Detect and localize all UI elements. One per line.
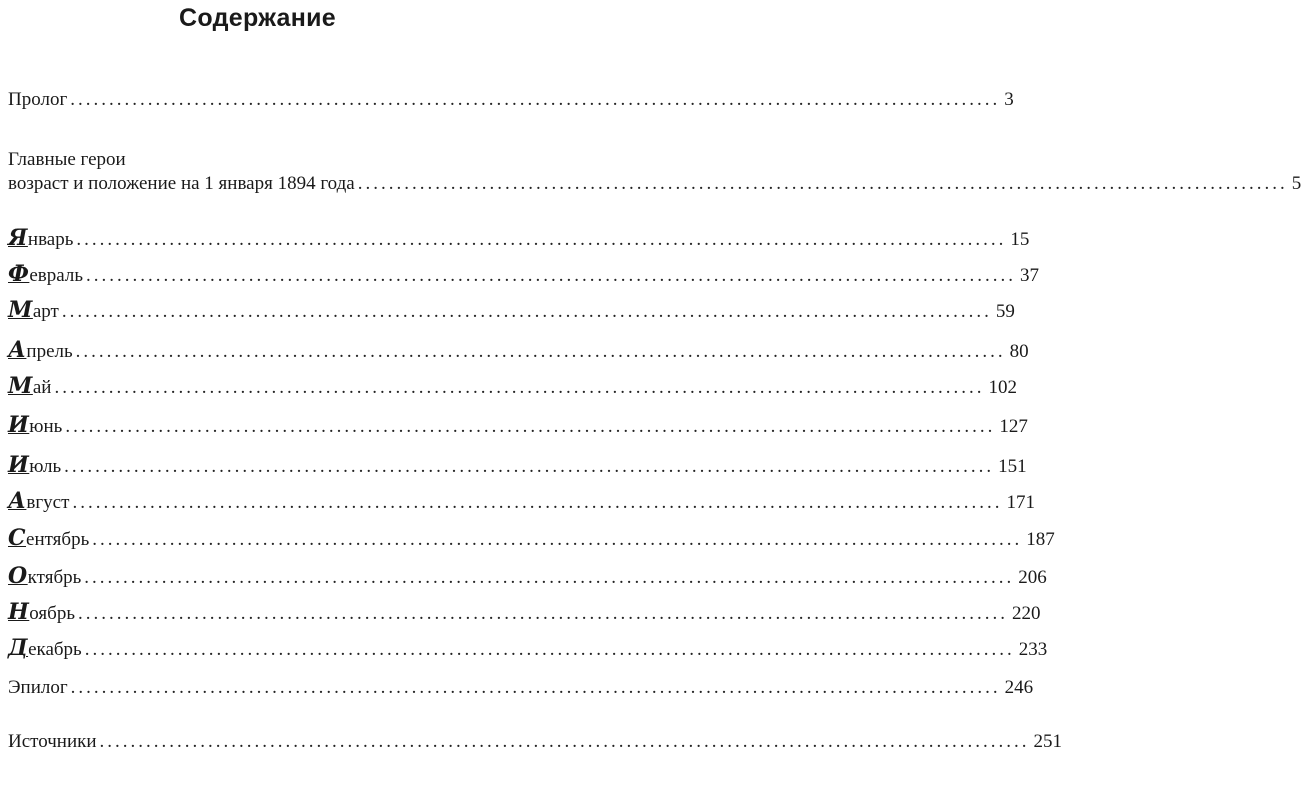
leader-dots: ........................................................................................................................ xyxy=(72,492,1003,513)
toc-entry-heroes-title: Главные герои xyxy=(8,149,126,170)
toc-page-number: 15 xyxy=(1010,229,1030,250)
toc-page-number: 151 xyxy=(998,456,1027,477)
toc-entry-september[interactable] xyxy=(8,525,1055,552)
toc-page-number: 220 xyxy=(1012,603,1041,624)
toc-page-number: 102 xyxy=(988,377,1017,398)
ornate-initial: А xyxy=(8,337,27,363)
ornate-initial: Н xyxy=(8,599,30,625)
toc-entry-october[interactable] xyxy=(8,563,1047,590)
leader-dots: ........................................................................................................................ xyxy=(75,341,1006,362)
leader-dots: ........................................................................................................................ xyxy=(357,173,1288,194)
page-title: Содержание xyxy=(178,4,337,32)
toc-page-number: 233 xyxy=(1018,639,1048,660)
leader-dots: ........................................................................................................................ xyxy=(78,603,1009,624)
toc-entry-march[interactable] xyxy=(8,297,1015,324)
toc-page-number: 187 xyxy=(1026,529,1055,550)
leader-dots: ........................................................................................................................ xyxy=(76,229,1007,250)
toc-entry-august[interactable] xyxy=(8,488,1035,515)
toc-entry-heroes[interactable] xyxy=(8,172,1301,196)
toc-entry-label: ктябрь xyxy=(27,567,82,588)
leader-dots: ........................................................................................................................ xyxy=(54,377,985,398)
leader-dots: ........................................................................................................................ xyxy=(86,265,1017,286)
toc-entry-label: юнь xyxy=(29,416,63,437)
toc-entry-february[interactable] xyxy=(8,261,1040,288)
toc-page-number: 127 xyxy=(999,416,1028,437)
toc-entry-november[interactable] xyxy=(8,599,1041,626)
toc-page-number: 246 xyxy=(1004,677,1034,698)
toc-entry-label: арт xyxy=(32,301,59,322)
toc-entry-label: вгуст xyxy=(26,492,70,513)
ornate-initial: М xyxy=(8,297,33,323)
leader-dots: ........................................................................................................................ xyxy=(84,567,1015,588)
ornate-initial: Я xyxy=(8,225,28,251)
toc-entry-july[interactable] xyxy=(8,452,1027,479)
ornate-initial: М xyxy=(8,373,33,399)
toc-entry-label: Пролог xyxy=(8,89,68,110)
leader-dots: ........................................................................................................................ xyxy=(70,677,1001,698)
ornate-initial: А xyxy=(8,488,27,514)
toc-page-number: 59 xyxy=(995,301,1015,322)
ornate-initial: С xyxy=(8,525,27,551)
toc-entry-january[interactable] xyxy=(8,225,1030,252)
leader-dots: ........................................................................................................................ xyxy=(65,416,996,437)
toc-page-number: 171 xyxy=(1006,492,1035,513)
toc-page-number: 5 xyxy=(1291,173,1301,194)
toc-entry-june[interactable] xyxy=(8,412,1028,439)
toc-entry-label: юль xyxy=(29,456,62,477)
toc-page-number: 3 xyxy=(1004,89,1014,110)
leader-dots: ........................................................................................................................ xyxy=(61,301,992,322)
toc-entry-label: Эпилог xyxy=(8,677,68,698)
toc-entry-december[interactable] xyxy=(8,635,1048,662)
toc-entry-label: прель xyxy=(26,341,73,362)
toc-page-number: 206 xyxy=(1018,567,1047,588)
toc-entry-april[interactable] xyxy=(8,337,1029,364)
leader-dots: ........................................................................................................................ xyxy=(92,529,1023,550)
leader-dots: ........................................................................................................................ xyxy=(70,89,1001,110)
toc-entry-label: ай xyxy=(32,377,52,398)
ornate-initial: Ф xyxy=(8,261,30,287)
leader-dots: ........................................................................................................................ xyxy=(99,731,1030,752)
leader-dots: ........................................................................................................................ xyxy=(64,456,995,477)
toc-entry-label: евраль xyxy=(29,265,84,286)
toc-entry-label: возраст и положение на 1 января 1894 года xyxy=(8,173,355,194)
ornate-initial: Д xyxy=(8,635,29,661)
toc-entry-label: Источники xyxy=(8,731,97,752)
leader-dots: ........................................................................................................................ xyxy=(84,639,1015,660)
toc-page-number: 80 xyxy=(1009,341,1029,362)
toc-entry-epilogue[interactable] xyxy=(8,676,1034,700)
toc-entry-label: ентябрь xyxy=(26,529,90,550)
toc-entry-may[interactable] xyxy=(8,373,1017,400)
ornate-initial: И xyxy=(8,412,30,438)
toc-page-number: 37 xyxy=(1020,265,1040,286)
toc-entry-label: екабрь xyxy=(28,639,82,660)
toc-entry-label: оябрь xyxy=(29,603,76,624)
ornate-initial: О xyxy=(8,563,28,589)
toc-entry-sources[interactable] xyxy=(8,730,1063,754)
ornate-initial: И xyxy=(8,452,30,478)
toc-entry-label: нварь xyxy=(27,229,74,250)
toc-entry-prologue[interactable] xyxy=(8,88,1014,112)
toc-page-number: 251 xyxy=(1033,731,1063,752)
